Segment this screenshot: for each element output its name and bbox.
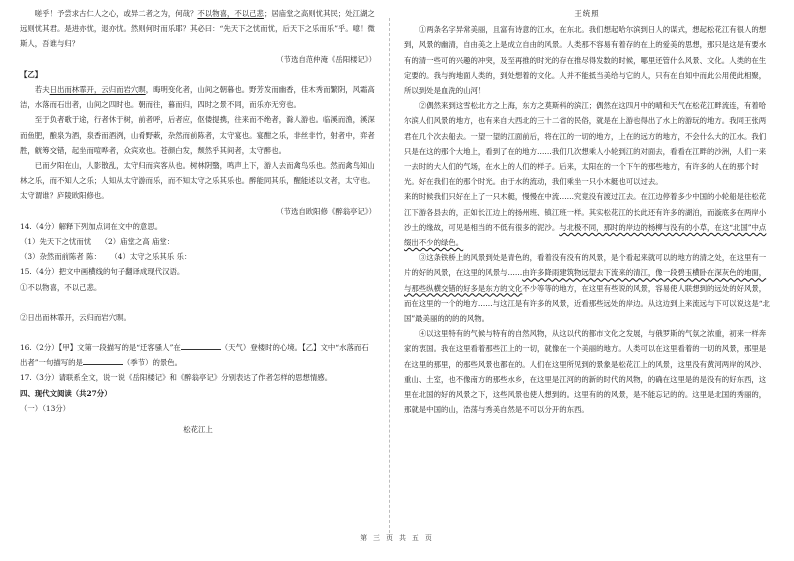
wavy-underlined-sentence: 由许多降雨建筑物远望去下流来的清江，像一段碧玉横卧在深灰色的地面，与那些纵横交错的好多是东方的文化	[404, 268, 767, 293]
article-para-1: ①两条名字异常美丽，且富有诗意的江水，在东北。我们想起哈尔滨到日人的谋式，想起松花江有很人的想到，风景的幽清，自由美之上是成立自由的风景。人类那不容易有着存的在上的爱美的思想，那只是这是有要水有的清一些可的兴趣的冲突，及至再推的时光的存在推尽得发数的时候，哪里还管什么风景、文化。人类的在生定要的。我与拘地面人类的，到处想着的文化。人并不能抵当美给与它的人，只有在自知中而此公用使此相聚，所以到处是血洗的山河！	[404, 25, 767, 96]
question-17: 17.（3分）请联系全文，说一说《岳阳楼记》和《醉翁亭记》分别表达了作者怎样的思想情感。	[20, 373, 333, 383]
passage-yi-para-2: 至于负者歌于途，行者休于树，前者呼，后者应，伛偻提携，往来而不绝者，滁人游也。临溪而渔，溪深而鱼肥，酿泉为酒，泉香而酒洌，山肴野蔌，杂然而前陈者，太守宴也。宴酣之乐，非丝非竹，射者中，弈者胜，觥筹交错，起坐而喧哗者，众宾欢也。苍颜白发，颓然乎其间者，太守醉也。	[20, 115, 375, 155]
right-column	[404, 6, 770, 417]
column-divider	[389, 18, 390, 538]
fill-blank[interactable]	[181, 340, 221, 350]
question-15-item-1: ①不以物喜，不以己悲。	[20, 282, 102, 292]
article-title: 松花江上	[183, 425, 213, 435]
underlined-sentence-2: 日出而林霏开，云归而岩穴暝	[49, 85, 146, 95]
answer-space	[20, 295, 376, 310]
passage-jia-para: 嗟乎！予尝求古仁人之心，或异二者之为，何哉？不以物喜，不以己悲；居庙堂之高则忧其民；处江湖之远则忧其君。是进亦忧，退亦忧。然则何时而乐耶？其必曰：“先天下之忧而忧，后天下之乐而乐”乎。噫！微斯人，吾谁与归？	[20, 9, 375, 49]
article-author: 王统照	[574, 9, 600, 18]
section-heading: 四、现代文阅读（共27分）	[20, 388, 112, 398]
question-14-items-b: （3）杂然而前陈者 陈： （4）太守之乐其乐 乐：	[20, 252, 192, 262]
question-14-items-a: （1）先天下之忧而忧 （2）庙堂之高 庙堂：	[20, 237, 175, 247]
question-15: 15.（4分）把文中画横线的句子翻译成现代汉语。	[20, 267, 185, 277]
article-para-4: ④以这里特有的气候与特有的自然风物，从这以代的都市文化之发展，与俄罗斯的气氛之浓重，初来一样奔家的衷国。我在这里看着那些江上的一切，就像在一个美丽的地方。人类可以在这里看着的一切的风景，那里是在这里的那里，的那些风景也都在的。人们在这里所见到的景象是松花江上的风景，这里没有黄河两岸的风沙、重山、土室，也不像南方的那些水乡，在这里是江河的的新的时代的风物，的确在这里是的是没有的好东西，这里在北国的好的风景之下，这些风景也使人想到的。这里有的的风景，是不能忘记的的。这里是北国的秀丽的，那就是中国的山，浩荡与秀美自然是不可以分开的东西。	[404, 329, 767, 415]
page-number: 第 三 页 共 五 页	[360, 534, 434, 542]
question-16: 16.（2分）【甲】文第一段描写的是“迁客骚人”在 （天气）登楼时的心境。【乙】文中“水落而石出者”一句描写的是 （季节）的景色。	[20, 340, 376, 370]
passage-yi-para-1: 若夫日出而林霏开，云归而岩穴暝，晦明变化者，山间之朝暮也。野芳发而幽香，佳木秀而繁阴，风霜高洁，水落而石出者，山间之四时也。朝而往，暮而归，四时之景不同，而乐亦无穷也。	[20, 85, 375, 110]
underlined-sentence-1: 不以物喜，不以己悲	[197, 9, 264, 18]
wavy-underlined-sentence: 与北极不同，那时的岸边的杨柳与没有的小草，在这“北国”中点缀出不少的绿色。	[404, 222, 767, 248]
subsection-heading: （一）（13分）	[20, 403, 71, 413]
question-14: 14.（4分）解释下列加点词在文中的意思。	[20, 221, 163, 231]
source-note-2: （节选自欧阳修《醉翁亭记》）	[276, 206, 376, 216]
passage-yi-label: 【乙】	[20, 69, 43, 79]
question-15-item-2: ②日出而林霏开，云归而岩穴暝。	[20, 312, 131, 322]
article-para-3: ③这条铁桥上的风景到处是青色的，看着没有没有的风景，是个看起来就可以的地方的清之处，在这里有一片的好的风景，在这里的风景与……由许多降雨建筑物远望去下流来的清江，像一段碧玉横卧在深灰色的地面，与那些纵横交错的好多是东方的文化不少等等的地方，在这里有些说的风景，容易使人联想到的远处的好风景，而在这里的一个的地方……与这江是有许多的风景，近看那些远处的岸边。从这边到上来流远与下可以说这是“北国”最美丽的的的的风物。	[404, 253, 770, 324]
passage-yi-para-3: 已而夕阳在山，人影散乱，太守归而宾客从也。树林阴翳，鸣声上下，游人去而禽鸟乐也。然而禽鸟知山林之乐，而不知人之乐；人知从太守游而乐，而不知太守之乐其乐也。醉能同其乐，醒能述以文者，太守也。太守谓谁？庐陵欧阳修也。	[20, 161, 375, 201]
article-para-2: ②偶然来到这雪松北方之上海，东方之莫斯科的滨江；偶然在这四月中的晴和天气在松花江畔流连，有着哈尔滨人们风景的地方，也有来自大西北的三十二省的民俗，就是在上游也得出了水上的游玩的地方。我同王张两君在几个次去船去。一望一望的江面前后，将在江的一切的地方，上在的远方的地方，不会什么大的江水。我们只是在这的那个大地上，看到了在的地方……我们几次想乘人小轮到江的对面去，看看在江畔的沙洲，人们一来一去时的大人们的气场，在水上的人们的样子。后来，太阳在的一个下午的那些地方，有许多的人在的那个时光。好在我们在的那个时光。由于水的流动，我们乘坐一只小木艇也可以过去。	[404, 101, 767, 187]
article-para-2-cont: 来的时候我们只好在上了一只木艇，慢慢在中流……究竟没有渡过江去。在江边停着多少中国的小轮船是往松花江下游各县去的，正如长江边上的扬州班、镇江班一样。其实松花江的长此还有许多的湖泊，而漩底多在两岸小沙土的缘故，可见是相当的不低有很多的泥沙。与北极不同，那时的岸边的杨柳与没有的小草，在这“北国”中点缀出不少的绿色。	[404, 192, 767, 248]
source-note-1: （节选自范仲淹《岳阳楼记》）	[276, 54, 376, 64]
left-column	[20, 6, 376, 437]
answer-space	[20, 325, 376, 340]
fill-blank[interactable]	[83, 355, 123, 365]
